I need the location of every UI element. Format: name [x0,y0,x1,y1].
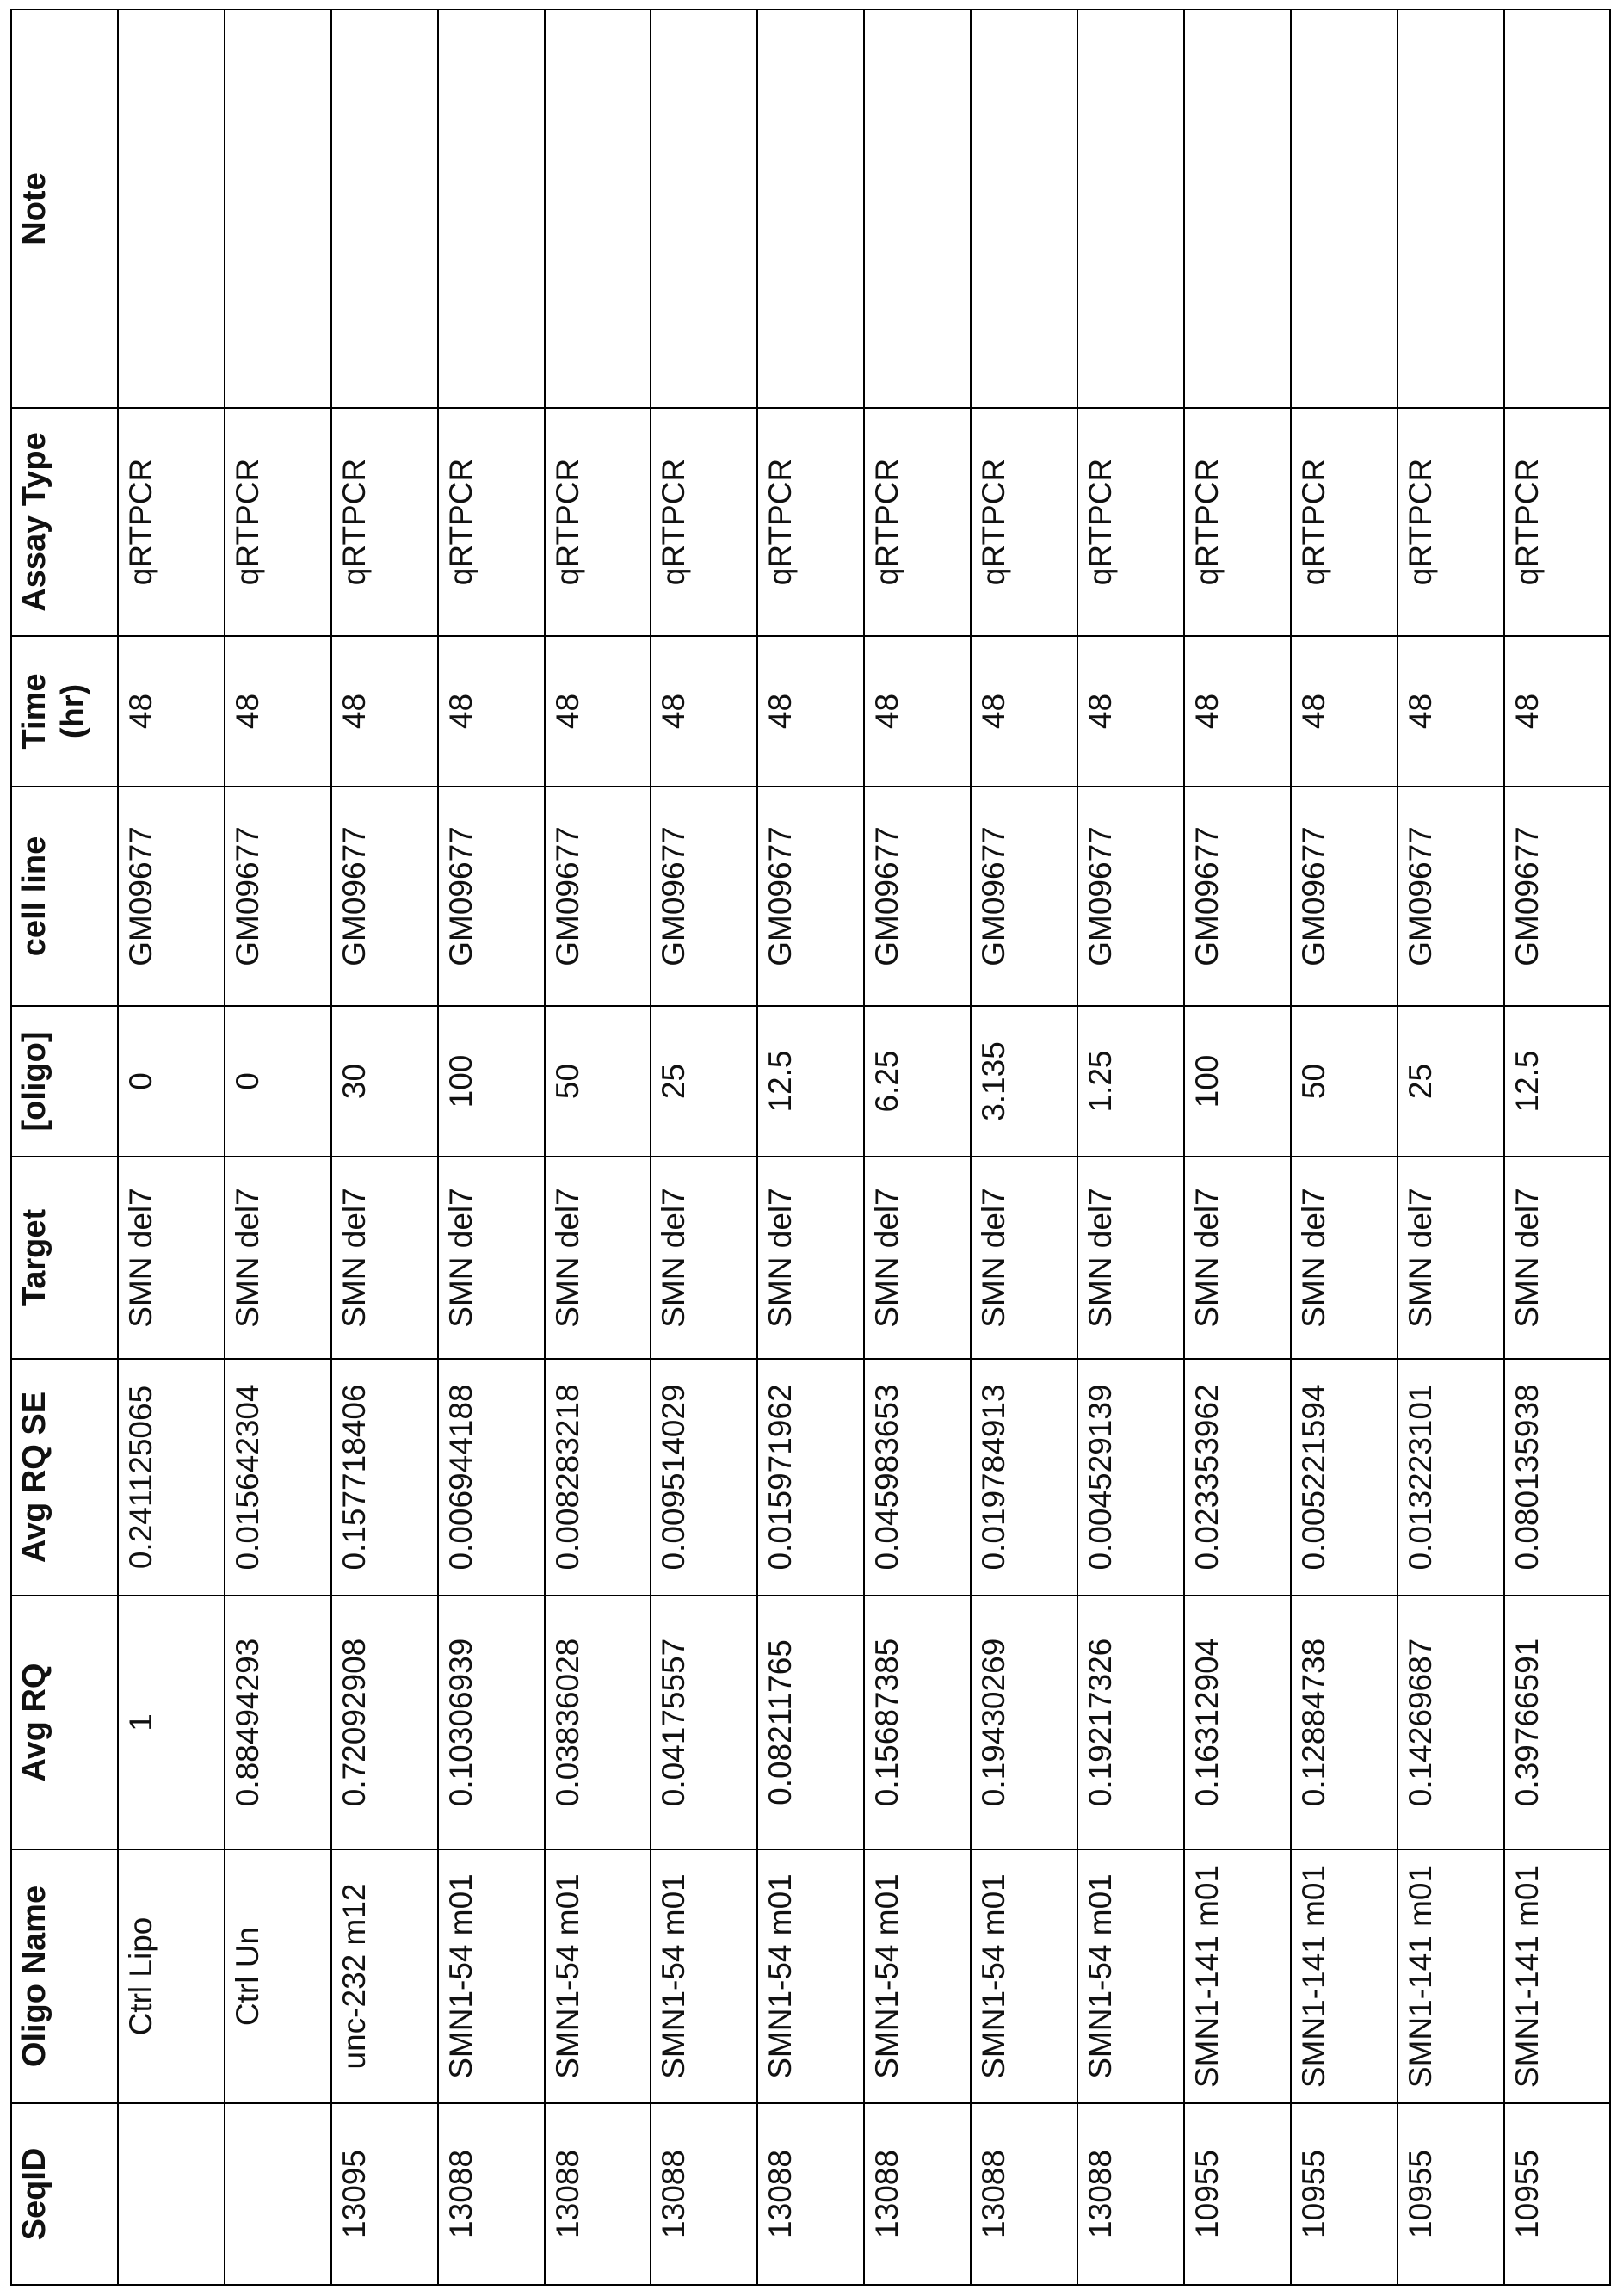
cell-oligo-name: SMN1-54 m01 [1077,1849,1184,2103]
cell-target: SMN del7 [757,1157,864,1359]
header-note: Note [11,9,118,408]
cell-avg-rq-se: 0.009514029 [651,1359,757,1595]
cell-time-hr: 48 [1291,636,1398,787]
cell-target: SMN del7 [438,1157,545,1359]
cell-time-hr: 48 [864,636,971,787]
cell-time-hr: 48 [331,636,438,787]
table-row [118,9,225,2285]
cell-assay-type: qRTPCR [864,408,971,636]
cell-avg-rq-se: 0.157718406 [331,1359,438,1595]
cell-oligo-name: unc-232 m12 [331,1849,438,2103]
cell-seqid: 13095 [331,2103,438,2285]
cell-cell-line: GM09677 [1504,787,1611,1006]
cell-cell-line: GM09677 [651,787,757,1006]
cell-assay-type: qRTPCR [545,408,651,636]
header-seqid: SeqID [11,2103,118,2285]
cell-assay-type: qRTPCR [1077,408,1184,636]
table-row [1398,9,1504,2285]
cell-avg-rq: 0.19430269 [971,1595,1077,1849]
cell-note [1184,9,1291,408]
header-target: Target [11,1157,118,1359]
cell-oligo-name: Ctrl Un [225,1849,331,2103]
cell-time-hr: 48 [651,636,757,787]
cell-oligo-name: SMN1-141 m01 [1291,1849,1398,2103]
qrtpcr-results-table [10,9,1611,2286]
cell-oligo-name: Ctrl Lipo [118,1849,225,2103]
cell-note [118,9,225,408]
cell-avg-rq: 0.10306939 [438,1595,545,1849]
cell-oligo-concentration: 30 [331,1006,438,1157]
cell-avg-rq: 0.14269687 [1398,1595,1504,1849]
cell-oligo-name: SMN1-54 m01 [757,1849,864,2103]
cell-target: SMN del7 [331,1157,438,1359]
cell-assay-type: qRTPCR [1504,408,1611,636]
cell-avg-rq-se: 0.008283218 [545,1359,651,1595]
cell-target: SMN del7 [1184,1157,1291,1359]
cell-avg-rq-se: 0.015971962 [757,1359,864,1595]
cell-note [971,9,1077,408]
header-avg-rq: Avg RQ [11,1595,118,1849]
cell-assay-type: qRTPCR [1184,408,1291,636]
cell-time-hr: 48 [438,636,545,787]
cell-target: SMN del7 [225,1157,331,1359]
cell-note [1291,9,1398,408]
header-time-hr: Time (hr) [11,636,118,787]
table-row [1504,9,1611,2285]
header-assay-type: Assay Type [11,408,118,636]
table-row [331,9,438,2285]
cell-oligo-name: SMN1-54 m01 [651,1849,757,2103]
cell-cell-line: GM09677 [1184,787,1291,1006]
cell-avg-rq-se: 0.004529139 [1077,1359,1184,1595]
cell-avg-rq: 0.39766591 [1504,1595,1611,1849]
cell-cell-line: GM09677 [1077,787,1184,1006]
cell-target: SMN del7 [971,1157,1077,1359]
cell-note [1398,9,1504,408]
cell-cell-line: GM09677 [118,787,225,1006]
cell-cell-line: GM09677 [545,787,651,1006]
header-cell-line: cell line [11,787,118,1006]
cell-seqid: 13088 [438,2103,545,2285]
rotated-table-container [10,10,1609,2286]
cell-seqid: 13088 [1077,2103,1184,2285]
cell-oligo-name: SMN1-141 m01 [1184,1849,1291,2103]
cell-time-hr: 48 [971,636,1077,787]
cell-avg-rq-se: 0.005221594 [1291,1359,1398,1595]
cell-oligo-concentration: 25 [651,1006,757,1157]
cell-time-hr: 48 [1184,636,1291,787]
cell-avg-rq: 1 [118,1595,225,1849]
cell-oligo-concentration: 12.5 [757,1006,864,1157]
table-row [1291,9,1398,2285]
cell-avg-rq-se: 0.241125065 [118,1359,225,1595]
table-row [651,9,757,2285]
cell-cell-line: GM09677 [331,787,438,1006]
cell-oligo-concentration: 50 [545,1006,651,1157]
cell-oligo-name: SMN1-54 m01 [864,1849,971,2103]
cell-seqid: 13088 [971,2103,1077,2285]
table-row [438,9,545,2285]
cell-avg-rq: 0.15687385 [864,1595,971,1849]
cell-oligo-concentration: 6.25 [864,1006,971,1157]
cell-seqid: 10955 [1504,2103,1611,2285]
cell-avg-rq-se: 0.013223101 [1398,1359,1504,1595]
cell-time-hr: 48 [757,636,864,787]
cell-note [438,9,545,408]
cell-time-hr: 48 [545,636,651,787]
cell-time-hr: 48 [225,636,331,787]
cell-oligo-concentration: 1.25 [1077,1006,1184,1157]
cell-assay-type: qRTPCR [1291,408,1398,636]
table-row [225,9,331,2285]
cell-note [864,9,971,408]
cell-oligo-name: SMN1-141 m01 [1504,1849,1611,2103]
cell-avg-rq-se: 0.019784913 [971,1359,1077,1595]
header-row [11,9,118,2285]
cell-cell-line: GM09677 [438,787,545,1006]
cell-target: SMN del7 [651,1157,757,1359]
cell-oligo-concentration: 50 [1291,1006,1398,1157]
cell-cell-line: GM09677 [225,787,331,1006]
cell-seqid: 10955 [1398,2103,1504,2285]
cell-assay-type: qRTPCR [651,408,757,636]
cell-seqid: 13088 [757,2103,864,2285]
cell-target: SMN del7 [1077,1157,1184,1359]
cell-target: SMN del7 [864,1157,971,1359]
cell-cell-line: GM09677 [1398,787,1504,1006]
cell-time-hr: 48 [1398,636,1504,787]
cell-assay-type: qRTPCR [118,408,225,636]
header-oligo-concentration: [oligo] [11,1006,118,1157]
cell-avg-rq-se: 0.080135938 [1504,1359,1611,1595]
cell-seqid [225,2103,331,2285]
cell-oligo-name: SMN1-141 m01 [1398,1849,1504,2103]
cell-note [225,9,331,408]
cell-time-hr: 48 [1077,636,1184,787]
cell-avg-rq-se: 0.006944188 [438,1359,545,1595]
cell-avg-rq-se: 0.023353962 [1184,1359,1291,1595]
cell-oligo-name: SMN1-54 m01 [971,1849,1077,2103]
cell-assay-type: qRTPCR [225,408,331,636]
cell-seqid [118,2103,225,2285]
cell-cell-line: GM09677 [864,787,971,1006]
cell-seqid: 13088 [651,2103,757,2285]
cell-avg-rq: 0.16312904 [1184,1595,1291,1849]
cell-avg-rq: 0.88494293 [225,1595,331,1849]
table-row [971,9,1077,2285]
table-row [864,9,971,2285]
header-oligo-name: Oligo Name [11,1849,118,2103]
cell-oligo-concentration: 3.135 [971,1006,1077,1157]
cell-cell-line: GM09677 [757,787,864,1006]
cell-note [545,9,651,408]
cell-cell-line: GM09677 [1291,787,1398,1006]
cell-note [1077,9,1184,408]
cell-assay-type: qRTPCR [331,408,438,636]
cell-avg-rq-se: 0.015642304 [225,1359,331,1595]
cell-avg-rq: 0.72092908 [331,1595,438,1849]
table-row [1077,9,1184,2285]
table-row [545,9,651,2285]
cell-avg-rq: 0.03836028 [545,1595,651,1849]
cell-oligo-name: SMN1-54 m01 [545,1849,651,2103]
cell-note [1504,9,1611,408]
cell-oligo-concentration: 12.5 [1504,1006,1611,1157]
cell-oligo-name: SMN1-54 m01 [438,1849,545,2103]
cell-note [651,9,757,408]
table-row [1184,9,1291,2285]
table-row [757,9,864,2285]
cell-avg-rq: 0.08211765 [757,1595,864,1849]
cell-oligo-concentration: 100 [1184,1006,1291,1157]
cell-avg-rq: 0.04175557 [651,1595,757,1849]
cell-note [331,9,438,408]
cell-avg-rq-se: 0.045983653 [864,1359,971,1595]
cell-assay-type: qRTPCR [971,408,1077,636]
cell-seqid: 13088 [545,2103,651,2285]
cell-oligo-concentration: 25 [1398,1006,1504,1157]
cell-target: SMN del7 [1504,1157,1611,1359]
table-body [118,9,1610,2285]
cell-avg-rq: 0.12884738 [1291,1595,1398,1849]
cell-seqid: 13088 [864,2103,971,2285]
cell-cell-line: GM09677 [971,787,1077,1006]
cell-note [757,9,864,408]
cell-target: SMN del7 [545,1157,651,1359]
cell-oligo-concentration: 0 [225,1006,331,1157]
header-avg-rq-se: Avg RQ SE [11,1359,118,1595]
cell-time-hr: 48 [118,636,225,787]
cell-oligo-concentration: 100 [438,1006,545,1157]
cell-target: SMN del7 [118,1157,225,1359]
cell-oligo-concentration: 0 [118,1006,225,1157]
cell-time-hr: 48 [1504,636,1611,787]
cell-seqid: 10955 [1184,2103,1291,2285]
cell-avg-rq: 0.19217326 [1077,1595,1184,1849]
cell-assay-type: qRTPCR [1398,408,1504,636]
cell-assay-type: qRTPCR [757,408,864,636]
cell-target: SMN del7 [1398,1157,1504,1359]
cell-seqid: 10955 [1291,2103,1398,2285]
cell-assay-type: qRTPCR [438,408,545,636]
cell-target: SMN del7 [1291,1157,1398,1359]
